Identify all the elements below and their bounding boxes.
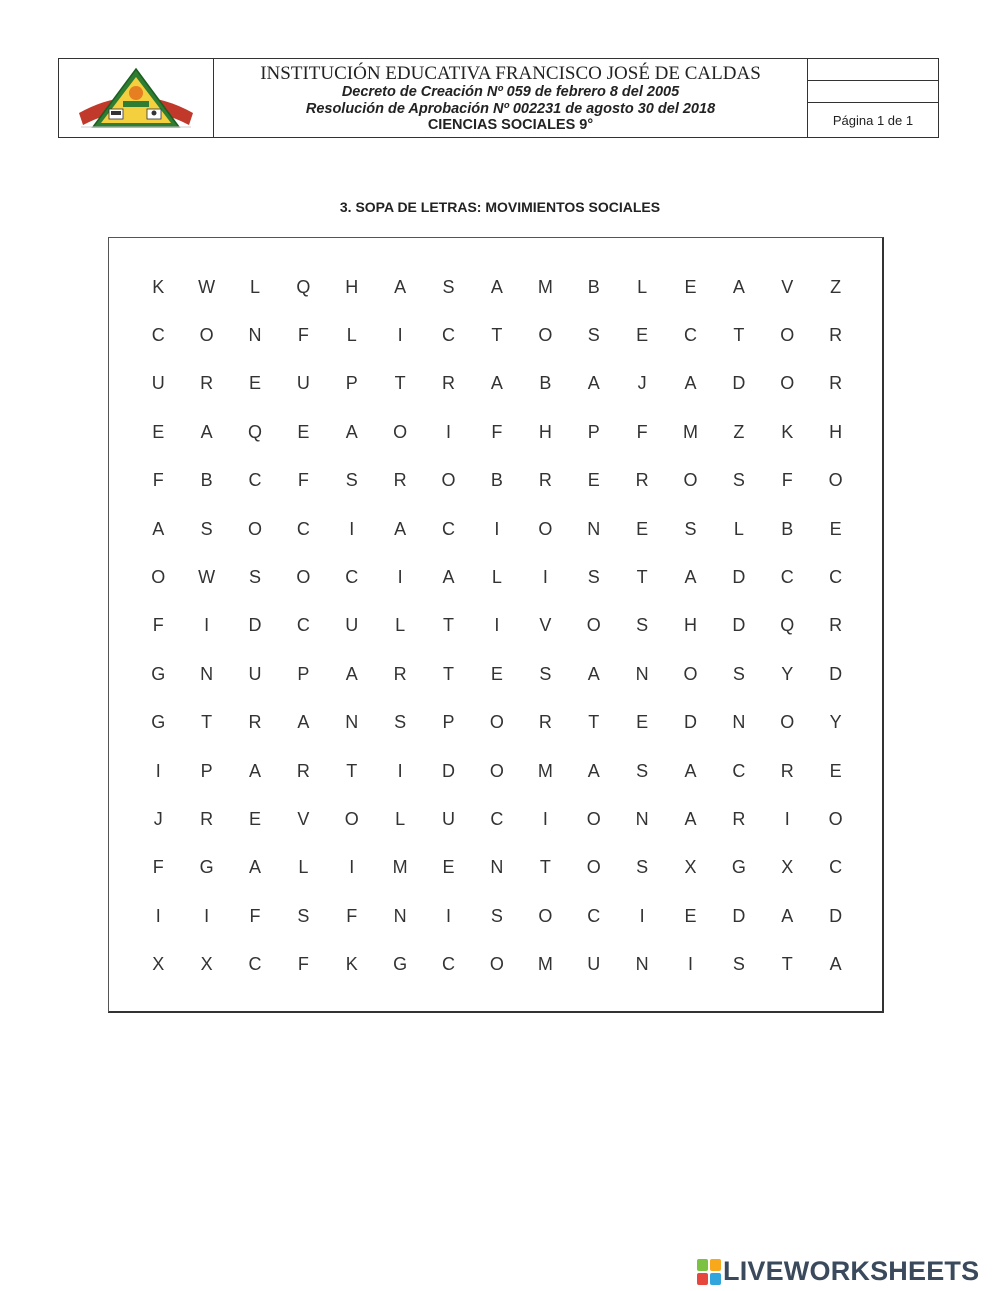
grid-letter[interactable]: S	[345, 470, 358, 491]
grid-letter[interactable]: O	[441, 470, 456, 491]
grid-letter[interactable]: N	[393, 905, 407, 926]
grid-letter[interactable]: E	[636, 712, 649, 733]
grid-letter[interactable]: O	[393, 421, 408, 442]
grid-letter[interactable]: P	[442, 712, 455, 733]
grid-letter[interactable]: E	[829, 760, 842, 781]
grid-letter[interactable]: E	[587, 470, 600, 491]
grid-letter[interactable]: F	[297, 325, 309, 346]
liveworksheets-brand[interactable]	[697, 1256, 979, 1287]
grid-letter[interactable]: R	[442, 373, 456, 394]
grid-letter[interactable]: E	[684, 276, 697, 297]
grid-letter[interactable]: U	[587, 954, 601, 975]
grid-letter[interactable]: A	[442, 567, 455, 588]
grid-letter[interactable]: I	[349, 518, 355, 539]
grid-letter[interactable]: P	[200, 760, 213, 781]
grid-letter[interactable]: Q	[780, 615, 795, 636]
grid-letter[interactable]: O	[828, 470, 843, 491]
grid-letter[interactable]: Z	[733, 421, 745, 442]
grid-letter[interactable]: L	[249, 276, 260, 297]
grid-letter[interactable]: A	[732, 276, 745, 297]
grid-letter[interactable]: R	[829, 325, 843, 346]
grid-letter[interactable]: I	[397, 760, 403, 781]
grid-letter[interactable]: N	[635, 663, 649, 684]
grid-letter[interactable]: U	[151, 373, 165, 394]
grid-letter[interactable]: Y	[781, 663, 794, 684]
grid-letter[interactable]: D	[442, 760, 456, 781]
grid-letter[interactable]: A	[490, 373, 503, 394]
grid-letter[interactable]: A	[345, 663, 358, 684]
grid-letter[interactable]: N	[490, 857, 504, 878]
grid-letter[interactable]: B	[587, 276, 600, 297]
grid-letter[interactable]: E	[636, 518, 649, 539]
grid-letter[interactable]: C	[296, 615, 310, 636]
grid-letter[interactable]: T	[443, 663, 455, 684]
grid-letter[interactable]: Q	[296, 276, 311, 297]
grid-letter[interactable]: O	[780, 373, 795, 394]
grid-letter[interactable]: A	[152, 518, 165, 539]
grid-letter[interactable]: R	[393, 663, 407, 684]
grid-letter[interactable]: G	[151, 712, 166, 733]
grid-letter[interactable]: E	[442, 857, 455, 878]
grid-letter[interactable]: F	[491, 421, 503, 442]
grid-letter[interactable]: V	[297, 808, 310, 829]
grid-letter[interactable]: X	[781, 857, 794, 878]
grid-letter[interactable]: T	[781, 954, 793, 975]
grid-letter[interactable]: C	[829, 857, 843, 878]
grid-letter[interactable]: R	[248, 712, 262, 733]
grid-letter[interactable]: C	[780, 567, 794, 588]
grid-letter[interactable]: K	[152, 276, 165, 297]
grid-letter[interactable]: R	[538, 712, 552, 733]
grid-letter[interactable]: D	[829, 905, 843, 926]
subject-line: CIENCIAS SOCIALES 9°	[427, 116, 594, 133]
grid-letter[interactable]: S	[490, 905, 503, 926]
grid-letter[interactable]: R	[538, 470, 552, 491]
grid-letter[interactable]: O	[683, 663, 698, 684]
grid-letter[interactable]: N	[635, 954, 649, 975]
grid-letter[interactable]: J	[637, 373, 647, 394]
grid-letter[interactable]: O	[489, 712, 504, 733]
grid-letter[interactable]: C	[683, 325, 697, 346]
grid-letter[interactable]: L	[733, 518, 744, 539]
grid-letter[interactable]: F	[152, 470, 164, 491]
grid-letter[interactable]: E	[152, 421, 165, 442]
grid-letter[interactable]: Y	[829, 712, 842, 733]
grid-letter[interactable]: O	[586, 615, 601, 636]
grid-letter[interactable]: A	[490, 276, 503, 297]
grid-letter[interactable]: O	[538, 518, 553, 539]
grid-letter[interactable]: R	[829, 373, 843, 394]
grid-letter[interactable]: U	[442, 808, 456, 829]
grid-letter[interactable]: U	[345, 615, 359, 636]
grid-letter[interactable]: A	[587, 663, 600, 684]
grid-letter[interactable]: N	[248, 325, 262, 346]
grid-letter[interactable]: C	[490, 808, 504, 829]
grid-letter[interactable]: T	[588, 712, 600, 733]
grid-letter[interactable]: C	[442, 954, 456, 975]
grid-letter[interactable]: S	[636, 857, 649, 878]
grid-letter[interactable]: L	[298, 857, 309, 878]
school-crest-icon	[71, 63, 201, 133]
grid-letter[interactable]: N	[587, 518, 601, 539]
grid-letter[interactable]: M	[537, 760, 553, 781]
grid-letter[interactable]: D	[829, 663, 843, 684]
word-search-box	[108, 237, 884, 1013]
grid-letter[interactable]: O	[780, 325, 795, 346]
grid-letter[interactable]: I	[446, 421, 452, 442]
grid-letter[interactable]: O	[489, 954, 504, 975]
institution-name: INSTITUCIÓN EDUCATIVA FRANCISCO JOSÉ DE CALDAS	[260, 63, 761, 85]
grid-letter[interactable]: N	[200, 663, 214, 684]
grid-letter[interactable]: I	[639, 905, 645, 926]
grid-letter[interactable]: T	[346, 760, 358, 781]
grid-letter[interactable]: L	[346, 325, 357, 346]
document-header	[58, 58, 939, 138]
grid-letter[interactable]: A	[394, 518, 407, 539]
grid-letter[interactable]: C	[442, 518, 456, 539]
grid-letter[interactable]: E	[684, 905, 697, 926]
grid-letter[interactable]: A	[684, 567, 697, 588]
grid-letter[interactable]: S	[732, 954, 745, 975]
grid-letter[interactable]: O	[296, 567, 311, 588]
grid-letter[interactable]: O	[586, 808, 601, 829]
grid-letter[interactable]: L	[395, 808, 406, 829]
grid-letter[interactable]: I	[349, 857, 355, 878]
grid-letter[interactable]: S	[394, 712, 407, 733]
grid-letter[interactable]: I	[784, 808, 790, 829]
grid-letter[interactable]: B	[539, 373, 552, 394]
grid-letter[interactable]: S	[200, 518, 213, 539]
logo-cell	[59, 59, 214, 137]
grid-letter[interactable]: T	[491, 325, 503, 346]
grid-letter[interactable]: R	[780, 760, 794, 781]
grid-letter[interactable]: A	[587, 373, 600, 394]
grid-letter[interactable]: E	[248, 373, 261, 394]
grid-letter[interactable]: I	[397, 325, 403, 346]
grid-letter[interactable]: J	[153, 808, 163, 829]
grid-letter[interactable]: N	[635, 808, 649, 829]
grid-letter[interactable]: R	[200, 373, 214, 394]
grid-letter[interactable]: F	[152, 615, 164, 636]
grid-letter[interactable]: A	[394, 276, 407, 297]
grid-letter[interactable]: P	[587, 421, 600, 442]
grid-letter[interactable]: T	[443, 615, 455, 636]
grid-letter[interactable]: I	[494, 518, 500, 539]
grid-letter[interactable]: I	[446, 905, 452, 926]
grid-letter[interactable]: I	[155, 760, 161, 781]
grid-letter[interactable]: S	[587, 567, 600, 588]
grid-letter[interactable]: E	[248, 808, 261, 829]
grid-letter[interactable]: O	[683, 470, 698, 491]
grid-letter[interactable]: G	[731, 857, 746, 878]
grid-letter[interactable]: R	[829, 615, 843, 636]
grid-letter[interactable]: R	[296, 760, 310, 781]
grid-letter[interactable]: W	[198, 276, 216, 297]
grid-letter[interactable]: B	[200, 470, 213, 491]
grid-letter[interactable]: B	[781, 518, 794, 539]
brand-name: LIVEWORKSHEETS	[723, 1256, 980, 1286]
resolution-line: Resolución de Aprobación Nº 002231 de agosto 30 del 2018	[305, 100, 716, 117]
grid-letter[interactable]: A	[684, 373, 697, 394]
grid-letter[interactable]: I	[155, 905, 161, 926]
header-blank-row	[808, 59, 938, 81]
grid-letter[interactable]: V	[539, 615, 552, 636]
grid-letter[interactable]: A	[684, 760, 697, 781]
grid-letter[interactable]: H	[345, 276, 359, 297]
grid-letter[interactable]: S	[732, 663, 745, 684]
word-search-grid	[134, 263, 860, 989]
grid-letter[interactable]: S	[684, 518, 697, 539]
grid-letter[interactable]: C	[732, 760, 746, 781]
grid-letter[interactable]: C	[442, 325, 456, 346]
grid-letter[interactable]: F	[152, 857, 164, 878]
grid-letter[interactable]: R	[200, 808, 214, 829]
grid-letter[interactable]: S	[732, 470, 745, 491]
grid-letter[interactable]: O	[489, 760, 504, 781]
liveworksheets-logo-icon	[697, 1259, 721, 1285]
grid-letter[interactable]: O	[538, 325, 553, 346]
page-number: Página 1 de 1	[832, 112, 914, 128]
grid-letter[interactable]: P	[345, 373, 358, 394]
grid-letter[interactable]: S	[248, 567, 261, 588]
grid-letter[interactable]: D	[732, 567, 746, 588]
grid-letter[interactable]: L	[491, 567, 502, 588]
grid-letter[interactable]: M	[537, 276, 553, 297]
grid-letter[interactable]: I	[494, 615, 500, 636]
grid-letter[interactable]: A	[684, 808, 697, 829]
grid-letter[interactable]: F	[636, 421, 648, 442]
grid-letter[interactable]: L	[395, 615, 406, 636]
grid-letter[interactable]: I	[542, 808, 548, 829]
grid-letter[interactable]: E	[829, 518, 842, 539]
grid-letter[interactable]: A	[248, 857, 261, 878]
grid-letter[interactable]: I	[204, 615, 210, 636]
grid-letter[interactable]: F	[297, 954, 309, 975]
grid-letter[interactable]: E	[490, 663, 503, 684]
grid-letter[interactable]: F	[249, 905, 261, 926]
grid-letter[interactable]: F	[346, 905, 358, 926]
header-blank-row	[808, 81, 938, 103]
grid-letter[interactable]: R	[732, 808, 746, 829]
grid-letter[interactable]: U	[248, 663, 262, 684]
grid-letter[interactable]: O	[780, 712, 795, 733]
grid-letter[interactable]: O	[247, 518, 262, 539]
grid-letter[interactable]: D	[732, 373, 746, 394]
grid-letter[interactable]: C	[296, 518, 310, 539]
grid-letter[interactable]: C	[587, 905, 601, 926]
grid-letter[interactable]: S	[442, 276, 455, 297]
grid-letter[interactable]: O	[151, 567, 166, 588]
grid-letter[interactable]: T	[394, 373, 406, 394]
grid-letter[interactable]: O	[586, 857, 601, 878]
grid-letter[interactable]: I	[204, 905, 210, 926]
header-title-cell	[214, 59, 808, 137]
grid-letter[interactable]: Q	[247, 421, 262, 442]
grid-letter[interactable]: T	[539, 857, 551, 878]
grid-letter[interactable]: O	[199, 325, 214, 346]
grid-letter[interactable]: K	[781, 421, 794, 442]
grid-letter[interactable]: S	[636, 760, 649, 781]
grid-letter[interactable]: C	[248, 470, 262, 491]
grid-letter[interactable]: D	[732, 615, 746, 636]
grid-letter[interactable]: T	[733, 325, 745, 346]
grid-letter[interactable]: M	[392, 857, 408, 878]
grid-letter[interactable]: S	[539, 663, 552, 684]
grid-letter[interactable]: X	[200, 954, 213, 975]
grid-letter[interactable]: A	[345, 421, 358, 442]
grid-letter[interactable]: C	[151, 325, 165, 346]
grid-letter[interactable]: K	[345, 954, 358, 975]
grid-letter[interactable]: A	[200, 421, 213, 442]
grid-letter[interactable]: P	[297, 663, 310, 684]
grid-letter[interactable]: A	[248, 760, 261, 781]
grid-letter[interactable]: L	[637, 276, 648, 297]
grid-letter[interactable]: E	[636, 325, 649, 346]
grid-letter[interactable]: R	[393, 470, 407, 491]
grid-letter[interactable]: G	[199, 857, 214, 878]
grid-letter[interactable]: F	[297, 470, 309, 491]
grid-letter[interactable]: O	[538, 905, 553, 926]
grid-letter[interactable]: C	[829, 567, 843, 588]
grid-letter[interactable]: G	[151, 663, 166, 684]
grid-letter[interactable]: C	[345, 567, 359, 588]
grid-letter[interactable]: E	[297, 421, 310, 442]
grid-letter[interactable]: S	[636, 615, 649, 636]
grid-letter[interactable]: T	[201, 712, 213, 733]
grid-letter[interactable]: M	[682, 421, 698, 442]
grid-letter[interactable]: O	[344, 808, 359, 829]
grid-letter[interactable]: H	[538, 421, 552, 442]
grid-letter[interactable]: V	[781, 276, 794, 297]
worksheet-title: 3. SOPA DE LETRAS: MOVIMIENTOS SOCIALES	[339, 199, 661, 215]
grid-letter[interactable]: F	[781, 470, 793, 491]
grid-letter[interactable]: I	[542, 567, 548, 588]
grid-letter[interactable]: W	[198, 567, 216, 588]
grid-letter[interactable]: H	[683, 615, 697, 636]
grid-letter[interactable]: O	[828, 808, 843, 829]
grid-letter[interactable]: M	[537, 954, 553, 975]
grid-letter[interactable]: U	[296, 373, 310, 394]
grid-letter[interactable]: G	[393, 954, 408, 975]
grid-letter[interactable]: A	[587, 760, 600, 781]
grid-letter[interactable]: B	[490, 470, 503, 491]
grid-letter[interactable]: S	[297, 905, 310, 926]
decree-line: Decreto de Creación Nº 059 de febrero 8 del 2005	[341, 84, 680, 101]
grid-letter[interactable]: D	[248, 615, 262, 636]
grid-letter[interactable]: T	[636, 567, 648, 588]
grid-letter[interactable]: Z	[830, 276, 842, 297]
header-right-cell	[808, 59, 938, 137]
grid-letter[interactable]: I	[397, 567, 403, 588]
grid-letter[interactable]: A	[781, 905, 794, 926]
grid-letter[interactable]: X	[152, 954, 165, 975]
grid-letter[interactable]: A	[829, 954, 842, 975]
grid-letter[interactable]: H	[829, 421, 843, 442]
grid-letter[interactable]: I	[687, 954, 693, 975]
grid-letter[interactable]: N	[345, 712, 359, 733]
grid-letter[interactable]: A	[297, 712, 310, 733]
grid-letter[interactable]: N	[732, 712, 746, 733]
grid-letter[interactable]: D	[683, 712, 697, 733]
grid-letter[interactable]: D	[732, 905, 746, 926]
grid-letter[interactable]: C	[248, 954, 262, 975]
grid-letter[interactable]: R	[635, 470, 649, 491]
grid-letter[interactable]: S	[587, 325, 600, 346]
grid-letter[interactable]: X	[684, 857, 697, 878]
